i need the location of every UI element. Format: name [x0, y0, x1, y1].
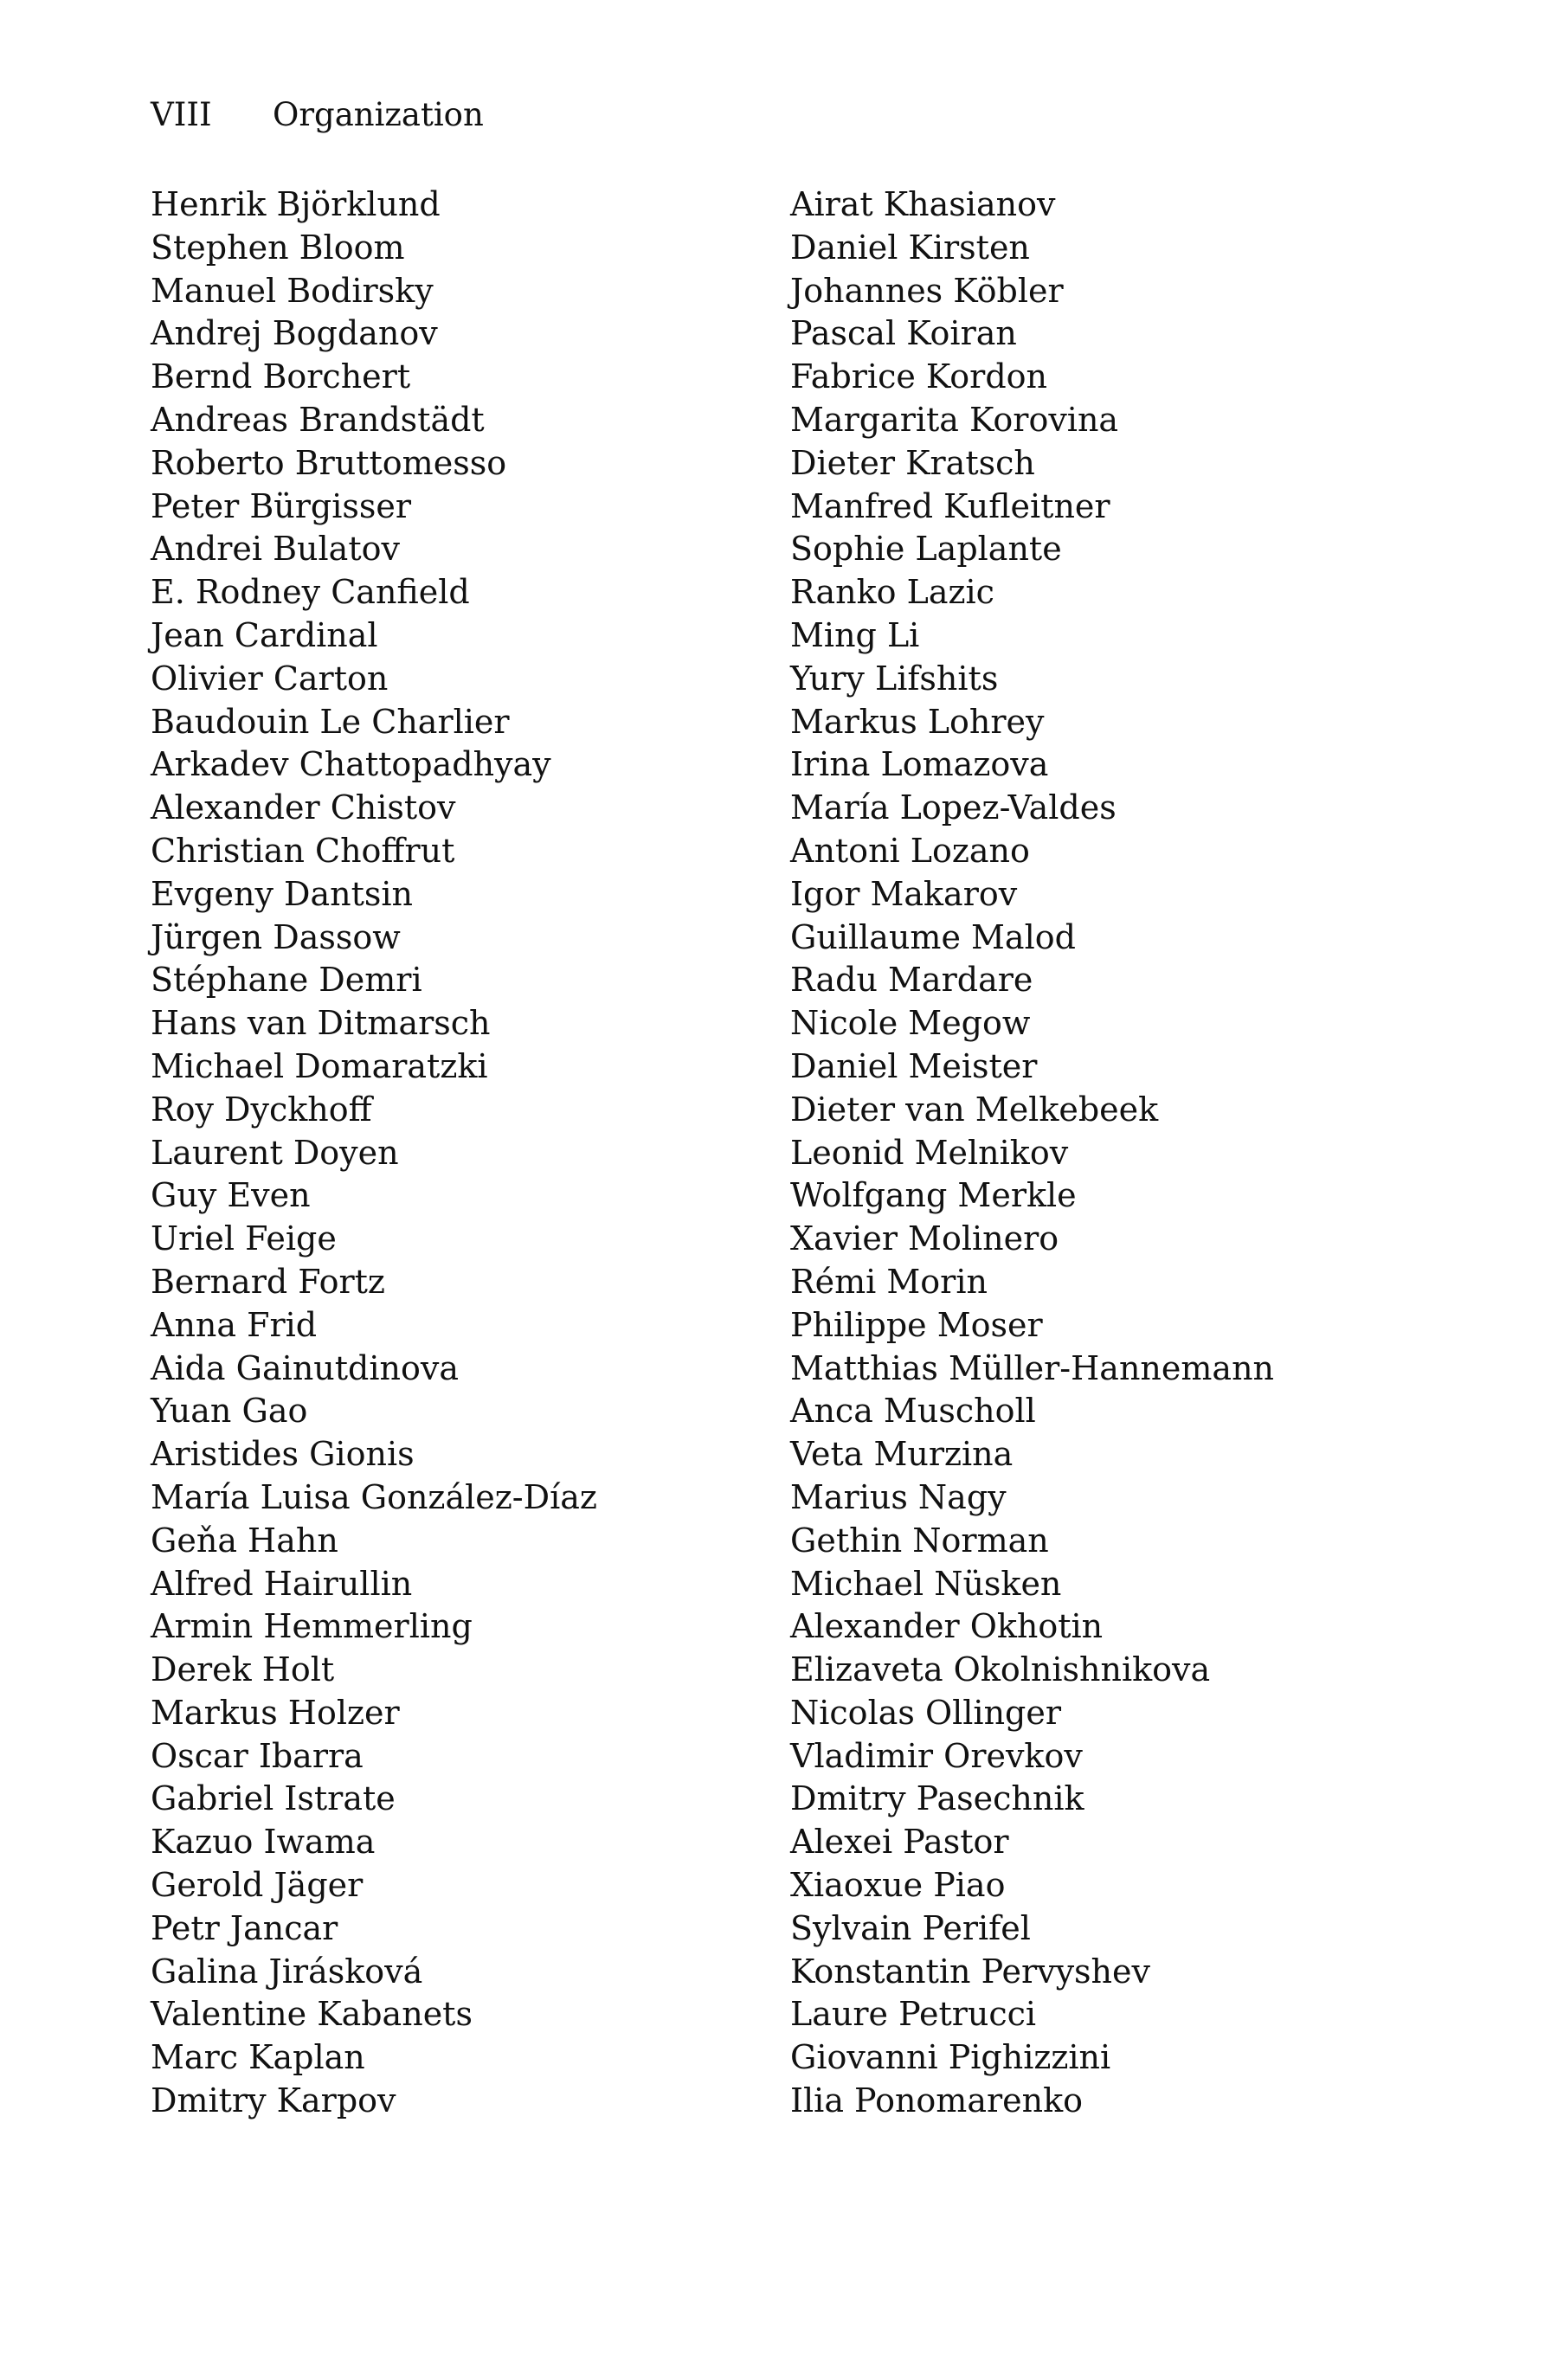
- reviewer-name: Ilia Ponomarenko: [790, 2081, 1084, 2120]
- reviewer-name: Sophie Laplante: [790, 530, 1062, 569]
- reviewer-name: María Luisa González-Díaz: [151, 1477, 597, 1516]
- reviewer-name: Hans van Ditmarsch: [151, 1004, 491, 1043]
- reviewer-name: E. Rodney Canfield: [151, 573, 470, 612]
- reviewer-name: Dieter Kratsch: [790, 443, 1035, 482]
- reviewer-name: Manfred Kufleitner: [790, 486, 1110, 525]
- reviewer-name: Johannes Köbler: [790, 271, 1064, 310]
- reviewer-name: Gabriel Istrate: [151, 1779, 396, 1818]
- reviewer-name: María Lopez-Valdes: [790, 788, 1117, 827]
- reviewer-name: Alexander Chistov: [151, 788, 456, 827]
- reviewer-name: Philippe Moser: [790, 1305, 1043, 1344]
- reviewer-name: Wolfgang Merkle: [790, 1176, 1077, 1215]
- reviewer-name: Evgeny Dantsin: [151, 874, 414, 913]
- reviewer-name: Igor Makarov: [790, 874, 1018, 913]
- reviewer-name: Elizaveta Okolnishnikova: [790, 1650, 1211, 1689]
- reviewer-name: Bernard Fortz: [151, 1262, 385, 1301]
- reviewer-name: Fabrice Kordon: [790, 357, 1048, 396]
- reviewer-name: Gethin Norman: [790, 1521, 1049, 1560]
- reviewer-name: Baudouin Le Charlier: [151, 702, 510, 741]
- reviewer-name: Anca Muscholl: [790, 1392, 1036, 1431]
- reviewer-name: Anna Frid: [151, 1305, 318, 1344]
- reviewer-name: Guillaume Malod: [790, 917, 1076, 956]
- reviewer-name: Roy Dyckhoff: [151, 1090, 372, 1129]
- reviewer-name: Dmitry Pasechnik: [790, 1779, 1084, 1818]
- reviewer-name: Marc Kaplan: [151, 2038, 365, 2077]
- reviewer-name: Alexander Okhotin: [790, 1607, 1104, 1646]
- reviewer-name: Peter Bürgisser: [151, 486, 412, 525]
- reviewer-name: Stephen Bloom: [151, 228, 405, 267]
- reviewer-name: Olivier Carton: [151, 659, 389, 698]
- reviewer-name: Geňa Hahn: [151, 1521, 338, 1560]
- reviewer-name: Daniel Meister: [790, 1046, 1038, 1085]
- reviewer-name: Kazuo Iwama: [151, 1823, 376, 1862]
- reviewer-name: Aristides Gionis: [151, 1435, 415, 1474]
- reviewer-name: Yury Lifshits: [790, 659, 999, 698]
- reviewer-name: Gerold Jäger: [151, 1866, 364, 1905]
- reviewer-name: Andrej Bogdanov: [151, 314, 438, 353]
- reviewer-name: Airat Khasianov: [790, 185, 1056, 223]
- names-column-right: [790, 183, 1274, 2123]
- reviewer-name: Uriel Feige: [151, 1219, 337, 1258]
- reviewer-name: Veta Murzina: [790, 1435, 1014, 1474]
- reviewer-name: Radu Mardare: [790, 961, 1033, 1000]
- reviewer-name: Rémi Morin: [790, 1262, 988, 1301]
- reviewer-name: Stéphane Demri: [151, 961, 422, 1000]
- reviewer-name: Jean Cardinal: [151, 615, 378, 654]
- reviewer-name: Michael Nüsken: [790, 1564, 1062, 1603]
- reviewer-name: Arkadev Chattopadhyay: [151, 745, 551, 784]
- reviewer-name: Manuel Bodirsky: [151, 271, 434, 310]
- reviewer-name: Guy Even: [151, 1176, 311, 1215]
- reviewer-name: Markus Lohrey: [790, 702, 1045, 741]
- reviewer-name: Xavier Molinero: [790, 1219, 1059, 1258]
- running-head: [151, 93, 484, 137]
- reviewer-name: Alfred Hairullin: [151, 1564, 413, 1603]
- names-column-left: [151, 183, 597, 2123]
- reviewer-name: Petr Jancar: [151, 1908, 338, 1947]
- reviewer-name: Andreas Brandstädt: [151, 400, 485, 439]
- reviewer-name: Michael Domaratzki: [151, 1046, 488, 1085]
- reviewer-name: Christian Choffrut: [151, 831, 455, 870]
- reviewer-name: Irina Lomazova: [790, 745, 1049, 784]
- reviewer-name: Margarita Korovina: [790, 400, 1119, 439]
- reviewer-name: Alexei Pastor: [790, 1823, 1009, 1862]
- reviewer-name: Dieter van Melkebeek: [790, 1090, 1159, 1129]
- reviewer-name: Roberto Bruttomesso: [151, 443, 507, 482]
- reviewer-name: Leonid Melnikov: [790, 1133, 1069, 1172]
- reviewer-name: Galina Jirásková: [151, 1952, 423, 1991]
- reviewer-name: Pascal Koiran: [790, 314, 1017, 353]
- reviewer-name: Ming Li: [790, 615, 920, 654]
- reviewer-name: Jürgen Dassow: [151, 917, 401, 956]
- page-number: VIII: [151, 96, 212, 133]
- reviewer-name: Laure Petrucci: [790, 1995, 1037, 2034]
- reviewer-name: Ranko Lazic: [790, 573, 994, 612]
- reviewer-name: Aida Gainutdinova: [151, 1348, 459, 1387]
- section-title: Organization: [273, 96, 484, 133]
- reviewer-name: Dmitry Karpov: [151, 2081, 396, 2120]
- reviewer-name: Sylvain Perifel: [790, 1908, 1031, 1947]
- reviewer-name: Marius Nagy: [790, 1477, 1007, 1516]
- reviewer-name: Daniel Kirsten: [790, 228, 1030, 267]
- reviewer-name: Henrik Björklund: [151, 185, 441, 223]
- reviewer-name: Laurent Doyen: [151, 1133, 399, 1172]
- reviewer-name: Derek Holt: [151, 1650, 335, 1689]
- reviewer-name: Konstantin Pervyshev: [790, 1952, 1150, 1991]
- reviewer-name: Xiaoxue Piao: [790, 1866, 1006, 1905]
- reviewer-name: Bernd Borchert: [151, 357, 411, 396]
- reviewer-name: Antoni Lozano: [790, 831, 1030, 870]
- reviewer-name: Nicolas Ollinger: [790, 1693, 1062, 1732]
- reviewer-name: Andrei Bulatov: [151, 530, 400, 569]
- reviewer-name: Nicole Megow: [790, 1004, 1031, 1043]
- reviewer-name: Valentine Kabanets: [151, 1995, 473, 2034]
- reviewer-name: Armin Hemmerling: [151, 1607, 473, 1646]
- reviewer-name: Oscar Ibarra: [151, 1736, 364, 1775]
- reviewer-name: Vladimir Orevkov: [790, 1736, 1083, 1775]
- reviewer-name: Giovanni Pighizzini: [790, 2038, 1111, 2077]
- reviewer-name: Markus Holzer: [151, 1693, 400, 1732]
- reviewer-name: Yuan Gao: [151, 1392, 308, 1431]
- reviewer-name: Matthias Müller-Hannemann: [790, 1348, 1275, 1387]
